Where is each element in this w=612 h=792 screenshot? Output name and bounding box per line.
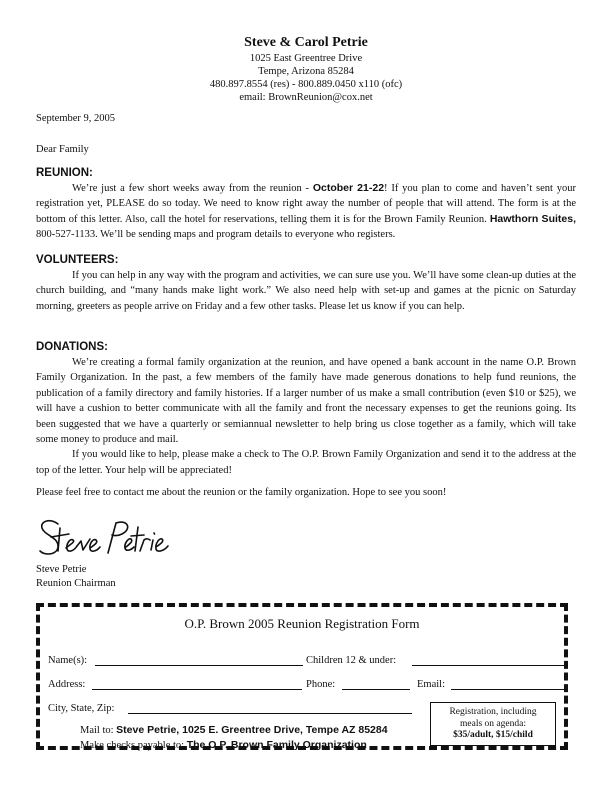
sender-street: 1025 East Greentree Drive bbox=[249, 53, 363, 64]
sender-email: email: BrownReunion@cox.net bbox=[239, 92, 373, 103]
volunteers-section bbox=[36, 253, 576, 314]
signer-name: Steve Petrie bbox=[36, 564, 87, 575]
address-field[interactable] bbox=[92, 677, 302, 690]
email-field[interactable] bbox=[451, 677, 564, 690]
mail-prefix: Mail to: bbox=[80, 725, 117, 736]
check-line bbox=[80, 738, 388, 753]
mail-to-line bbox=[80, 723, 388, 738]
reg-price-text: $35/adult, $15/child bbox=[453, 730, 533, 740]
reunion-text-2: ! If you plan to come and haven’t sent your registration yet, PLEASE do so today. We need to know right away the number of people that will attend. The form is at the bottom of this letter. Also, call the hotel for reservations, telling them it is for the Brown Family Reunion. bbox=[36, 183, 576, 225]
reunion-paragraph bbox=[36, 181, 576, 243]
reunion-dates: October 21-22 bbox=[312, 182, 385, 194]
phone-field[interactable] bbox=[342, 677, 410, 690]
closing-remark: Please feel free to contact me about the reunion or the family organization. Hope to see you soon! bbox=[36, 487, 447, 498]
children-label: Children 12 & under: bbox=[306, 655, 397, 666]
salutation: Dear Family bbox=[36, 144, 89, 155]
form-title: O.P. Brown 2005 Reunion Registration Form bbox=[184, 616, 420, 631]
children-field[interactable] bbox=[412, 653, 564, 666]
donations-heading: DONATIONS: bbox=[36, 341, 108, 353]
sender-city: Tempe, Arizona 85284 bbox=[258, 66, 354, 77]
reunion-text-1: We’re just a few short weeks away from the reunion - bbox=[72, 183, 313, 194]
letter-date: September 9, 2005 bbox=[36, 113, 116, 124]
city-field[interactable] bbox=[128, 701, 412, 714]
names-field[interactable] bbox=[95, 653, 303, 666]
donations-paragraph-1: We’re creating a formal family organization at the reunion, and have opened a bank account in the name O.P. Brown Family Organization. In the past, a few members of the family have made generous donations to help fund reunions, the publication of a family directory and family histories. If a larger number of us make a small contribution (even $10 or $25), we will have a cushion to better communicate with all the family and front the necessary expenses to get the reunions going. Its been suggested that we have a quarterly or semiannual newsletter to help bring us close together as a family, which will take some money to produce and mail. bbox=[36, 357, 576, 446]
reunion-section bbox=[36, 166, 576, 243]
address-label: Address: bbox=[48, 679, 86, 690]
reunion-heading: REUNION: bbox=[36, 167, 93, 179]
signer-title: Reunion Chairman bbox=[36, 578, 116, 589]
handwritten-signature bbox=[36, 515, 176, 561]
registration-fee-box bbox=[430, 702, 556, 746]
check-payee: The O.P. Brown Family Organization bbox=[186, 739, 367, 751]
volunteers-paragraph: If you can help in any way with the program and activities, we can sure use you. We’ll have some clean-up duties at the church building, and “many hands make light work.” We also need help with set-up and games at the picnic on Saturday morning, greeters as people arrive on Friday and a few other tasks. Please let us know if you can help. bbox=[36, 270, 576, 312]
reg-line-2: meals on agenda: bbox=[460, 718, 526, 729]
donations-paragraph-2: If you would like to help, please make a check to The O.P. Brown Family Organization and send it to the address at the top of the letter. Your help will be appreciated! bbox=[36, 449, 576, 476]
phone-label: Phone: bbox=[306, 679, 336, 690]
reg-line-1: Registration, including bbox=[449, 707, 537, 717]
donations-section bbox=[36, 340, 576, 478]
registration-form bbox=[36, 603, 568, 750]
reunion-text-3: 800-527-1133. We’ll be sending maps and program details to everyone who registers. bbox=[36, 229, 396, 241]
check-prefix: Make checks payable to: bbox=[80, 740, 187, 751]
sender-phone: 480.897.8554 (res) - 800.889.0450 x110 (ofc) bbox=[209, 79, 403, 90]
mailing-instructions bbox=[80, 723, 388, 753]
hotel-name: Hawthorn Suites, bbox=[489, 212, 576, 225]
reg-price bbox=[431, 730, 555, 742]
email-label: Email: bbox=[417, 679, 445, 690]
volunteers-heading: VOLUNTEERS: bbox=[36, 254, 119, 266]
letterhead bbox=[0, 34, 612, 104]
names-label: Name(s): bbox=[48, 655, 88, 666]
city-label: City, State, Zip: bbox=[48, 703, 115, 714]
signer-block bbox=[36, 563, 116, 591]
mail-address: Steve Petrie, 1025 E. Greentree Drive, Tempe AZ 85284 bbox=[116, 724, 388, 736]
sender-name: Steve & Carol Petrie bbox=[244, 35, 368, 50]
